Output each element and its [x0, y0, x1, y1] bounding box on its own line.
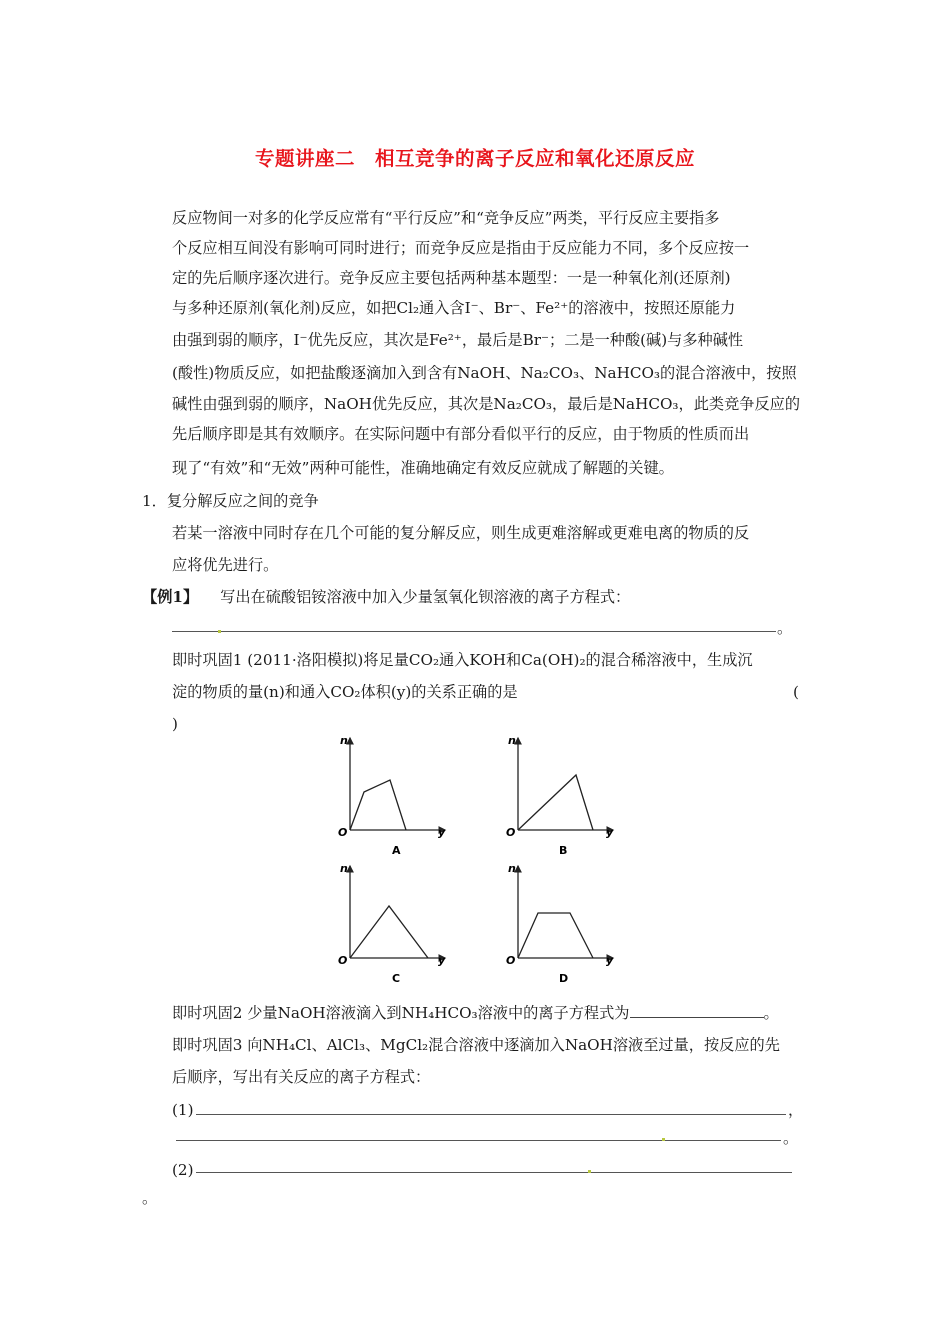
intro-line: 碱性由强到弱的顺序，NaOH优先反应，其次是Na₂CO₃，最后是NaHCO₃，此类竞争反应的 [172, 395, 801, 413]
intro-line: 由强到弱的顺序，I⁻优先反应，其次是Fe²⁺，最后是Br⁻；二是一种酸(碱)与多种碱性 [172, 331, 744, 349]
period-mark: 。 [777, 619, 793, 637]
period-mark: 。 [142, 1189, 158, 1207]
n-axis-label: n [508, 862, 516, 875]
section-line: 若某一溶液中同时存在几个可能的复分解反应，则生成更难溶解或更难电离的物质的反 [172, 524, 750, 542]
answer-blank[interactable] [630, 1003, 764, 1018]
y-axis-label: y [606, 954, 614, 967]
scan-speck [218, 630, 221, 633]
scan-speck [588, 1170, 591, 1173]
graph-caption: B [559, 844, 568, 857]
origin-label: O [506, 954, 516, 967]
graph-a[interactable] [338, 734, 446, 857]
graph-caption: C [392, 972, 401, 985]
intro-line: 与多种还原剂(氧化剂)反应，如把Cl₂通入含I⁻、Br⁻、Fe²⁺的溶液中，按照还原能力 [172, 299, 736, 317]
answer-line[interactable] [196, 1100, 786, 1115]
answer-paren-open: ( [793, 683, 799, 701]
n-axis-label: n [508, 734, 516, 747]
answer-line[interactable] [172, 617, 776, 632]
practice-3-line: 即时巩固3 向NH₄Cl、AlCl₃、MgCl₂混合溶液中逐滴加入NaOH溶液至过量，按反应的先 [172, 1036, 780, 1054]
graph-d[interactable] [506, 862, 614, 985]
graph-caption: A [392, 844, 401, 857]
graph-c[interactable] [338, 862, 446, 985]
n-axis-label: n [340, 734, 348, 747]
origin-label: O [338, 826, 348, 839]
period-mark: 。 [763, 1004, 779, 1022]
intro-line: 定的先后顺序逐次进行。竞争反应主要包括两种基本题型：一是一种氧化剂(还原剂) [172, 269, 731, 287]
intro-line: (酸性)物质反应，如把盐酸逐滴加入到含有NaOH、Na₂CO₃、NaHCO₃的混合溶液中，按照 [172, 364, 797, 382]
example-1 [142, 587, 630, 607]
graph-line [518, 775, 593, 830]
graph-line [350, 906, 428, 958]
n-axis-label: n [340, 862, 348, 875]
scan-speck [662, 1138, 665, 1141]
graph-caption: D [559, 972, 569, 985]
practice-2 [172, 1003, 779, 1023]
intro-line: 现了“有效”和“无效”两种可能性，准确地确定有效反应就成了解题的关键。 [172, 459, 674, 477]
graph-b[interactable] [506, 734, 614, 857]
graph-options [330, 730, 630, 990]
period-mark: 。 [783, 1129, 799, 1147]
intro-line: 反应物间一对多的化学反应常有“平行反应”和“竞争反应”两类，平行反应主要指多 [172, 209, 720, 227]
graph-line [350, 780, 406, 830]
intro-line: 先后顺序即是其有效顺序。在实际问题中有部分看似平行的反应，由于物质的性质而出 [172, 425, 750, 443]
comma-mark: ， [788, 1101, 804, 1119]
origin-label: O [506, 826, 516, 839]
practice-2-text: 即时巩固2 少量NaOH溶液滴入到NH₄HCO₃溶液中的离子方程式为 [172, 1004, 630, 1022]
page-title: 专题讲座二 相互竞争的离子反应和氧化还原反应 [254, 147, 695, 170]
answer-paren-close: ) [172, 715, 178, 733]
y-axis-label: y [438, 826, 446, 839]
origin-label: O [338, 954, 348, 967]
answer-label: (1) [172, 1101, 194, 1119]
graph-line [518, 913, 593, 958]
section-heading: 1．复分解反应之间的竞争 [142, 492, 319, 510]
practice-3-line: 后顺序，写出有关反应的离子方程式： [172, 1068, 431, 1086]
answer-line[interactable] [196, 1158, 792, 1173]
section-line: 应将优先进行。 [172, 556, 279, 574]
practice-1-line: 即时巩固1 (2011·洛阳模拟)将足量CO₂通入KOH和Ca(OH)₂的混合稀溶液中，生成沉 [172, 651, 753, 669]
answer-label: (2) [172, 1161, 194, 1179]
intro-line: 个反应相互间没有影响可同时进行；而竞争反应是指由于反应能力不同，多个反应按一 [172, 239, 750, 257]
example-label: 【例1】 [142, 588, 199, 606]
y-axis-label: y [438, 954, 446, 967]
practice-1-line: 淀的物质的量(n)和通入CO₂体积(y)的关系正确的是 [172, 683, 518, 701]
y-axis-label: y [606, 826, 614, 839]
example-text: 写出在硫酸铝铵溶液中加入少量氢氧化钡溶液的离子方程式： [220, 588, 631, 606]
answer-line[interactable] [176, 1126, 781, 1141]
